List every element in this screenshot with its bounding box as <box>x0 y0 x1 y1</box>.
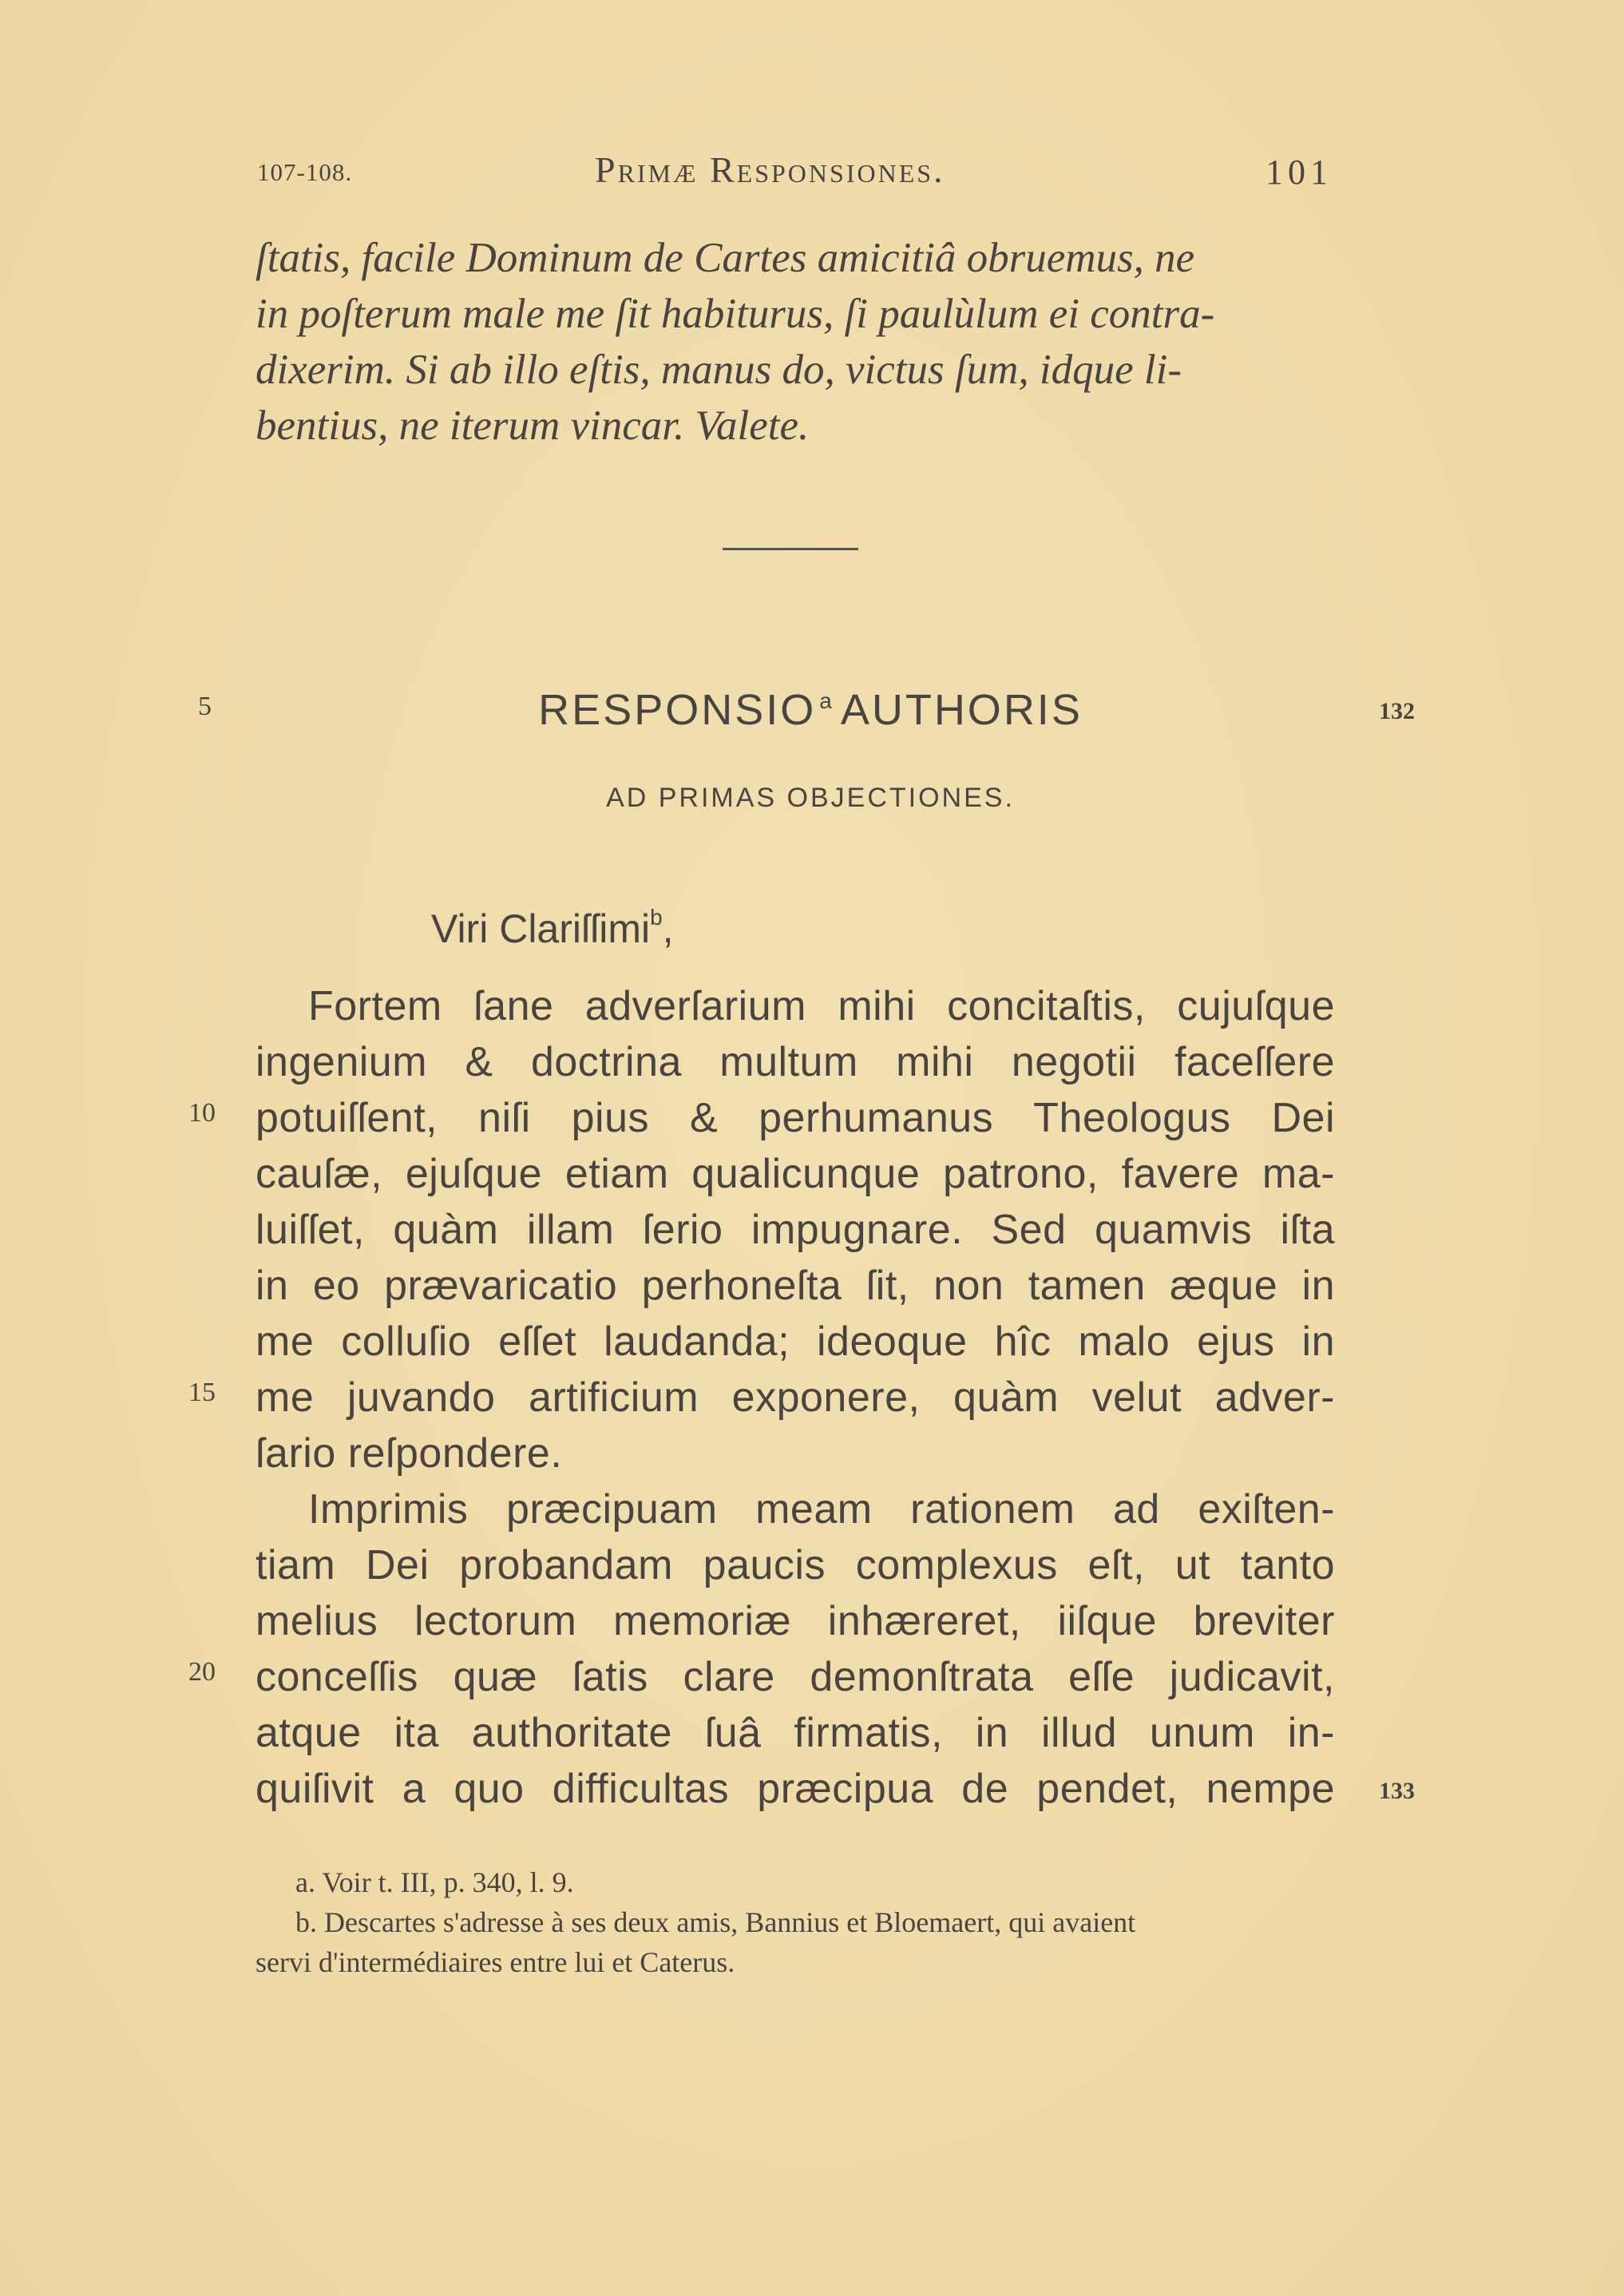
body-line-4: cauſæ, ejuſque etiam qualicunque patrono, favere ma- <box>255 1151 1335 1197</box>
italic-line-2: in poſterum male me ſit habiturus, ſi paulùlum ei contra- <box>255 291 1215 337</box>
section-divider <box>723 548 858 550</box>
line-number-20: 20 <box>188 1657 216 1687</box>
header-title: Primæ Responsiones. <box>595 149 945 190</box>
header-page-number: 101 <box>1266 153 1333 192</box>
body-line-7: me colluſio eſſet laudanda; ideoque hîc malo ejus in <box>255 1319 1335 1365</box>
edition-page-133: 133 <box>1379 1778 1415 1804</box>
italic-line-4: bentius, ne iterum vincar. Valete. <box>255 402 810 449</box>
line-number-10: 10 <box>188 1098 216 1128</box>
body-line-13: conceſſis quæ ſatis clare demonſtrata eſſe judicavit, <box>255 1654 1335 1700</box>
section-title <box>479 685 1142 735</box>
body-line-10: Imprimis præcipuam meam rationem ad exiſten- <box>308 1486 1335 1533</box>
footnote-b-line-2: servi d'intermédiaires entre lui et Caterus. <box>255 1946 735 1978</box>
title-rest: AUTHORIS <box>840 686 1083 734</box>
salutation-text: Viri Clariſſimi <box>431 906 651 951</box>
title-footnote-marker: a <box>819 688 834 713</box>
footnote-a: a. Voir t. III, p. 340, l. 9. <box>295 1866 574 1898</box>
line-number-5: 5 <box>198 692 212 721</box>
body-line-9: ſario reſpondere. <box>255 1430 563 1477</box>
salutation <box>431 905 674 952</box>
italic-line-3: dixerim. Si ab illo eſtis, manus do, victus ſum, idque li- <box>255 347 1182 393</box>
body-line-12: melius lectorum memoriæ inhæreret, iiſque breviter <box>255 1598 1335 1644</box>
italic-line-1: ſtatis, facile Dominum de Cartes amicitiâ obruemus, ne <box>255 235 1195 281</box>
body-line-3: potuiſſent, niſi pius & perhumanus Theologus Dei <box>255 1095 1335 1141</box>
body-line-15: quiſivit a quo difficultas præcipua de pendet, nempe <box>255 1766 1335 1812</box>
footnote-b-line-1: b. Descartes s'adresse à ses deux amis, Bannius et Bloemaert, qui avaient <box>295 1906 1136 1938</box>
body-line-14: atque ita authoritate ſuâ firmatis, in illud unum in- <box>255 1710 1335 1756</box>
body-line-5: luiſſet, quàm illam ſerio impugnare. Sed quamvis iſta <box>255 1207 1335 1253</box>
section-subtitle: AD PRIMAS OBJECTIONES. <box>606 783 1015 813</box>
salutation-comma: , <box>662 906 674 951</box>
header-page-range: 107-108. <box>257 158 353 186</box>
title-main: RESPONSIO <box>538 686 817 734</box>
line-number-15: 15 <box>188 1378 216 1407</box>
body-line-1: Fortem ſane adverſarium mihi concitaſtis, cujuſque <box>308 983 1335 1029</box>
body-line-2: ingenium & doctrina multum mihi negotii faceſſere <box>255 1039 1335 1085</box>
edition-page-132: 132 <box>1379 698 1415 724</box>
body-line-11: tiam Dei probandam paucis complexus eſt, ut tanto <box>255 1542 1335 1588</box>
body-line-6: in eo prævaricatio perhoneſta ſit, non tamen æque in <box>255 1263 1335 1309</box>
salutation-footnote-marker: b <box>650 905 663 930</box>
body-line-8: me juvando artificium exponere, quàm velut adver- <box>255 1374 1335 1421</box>
